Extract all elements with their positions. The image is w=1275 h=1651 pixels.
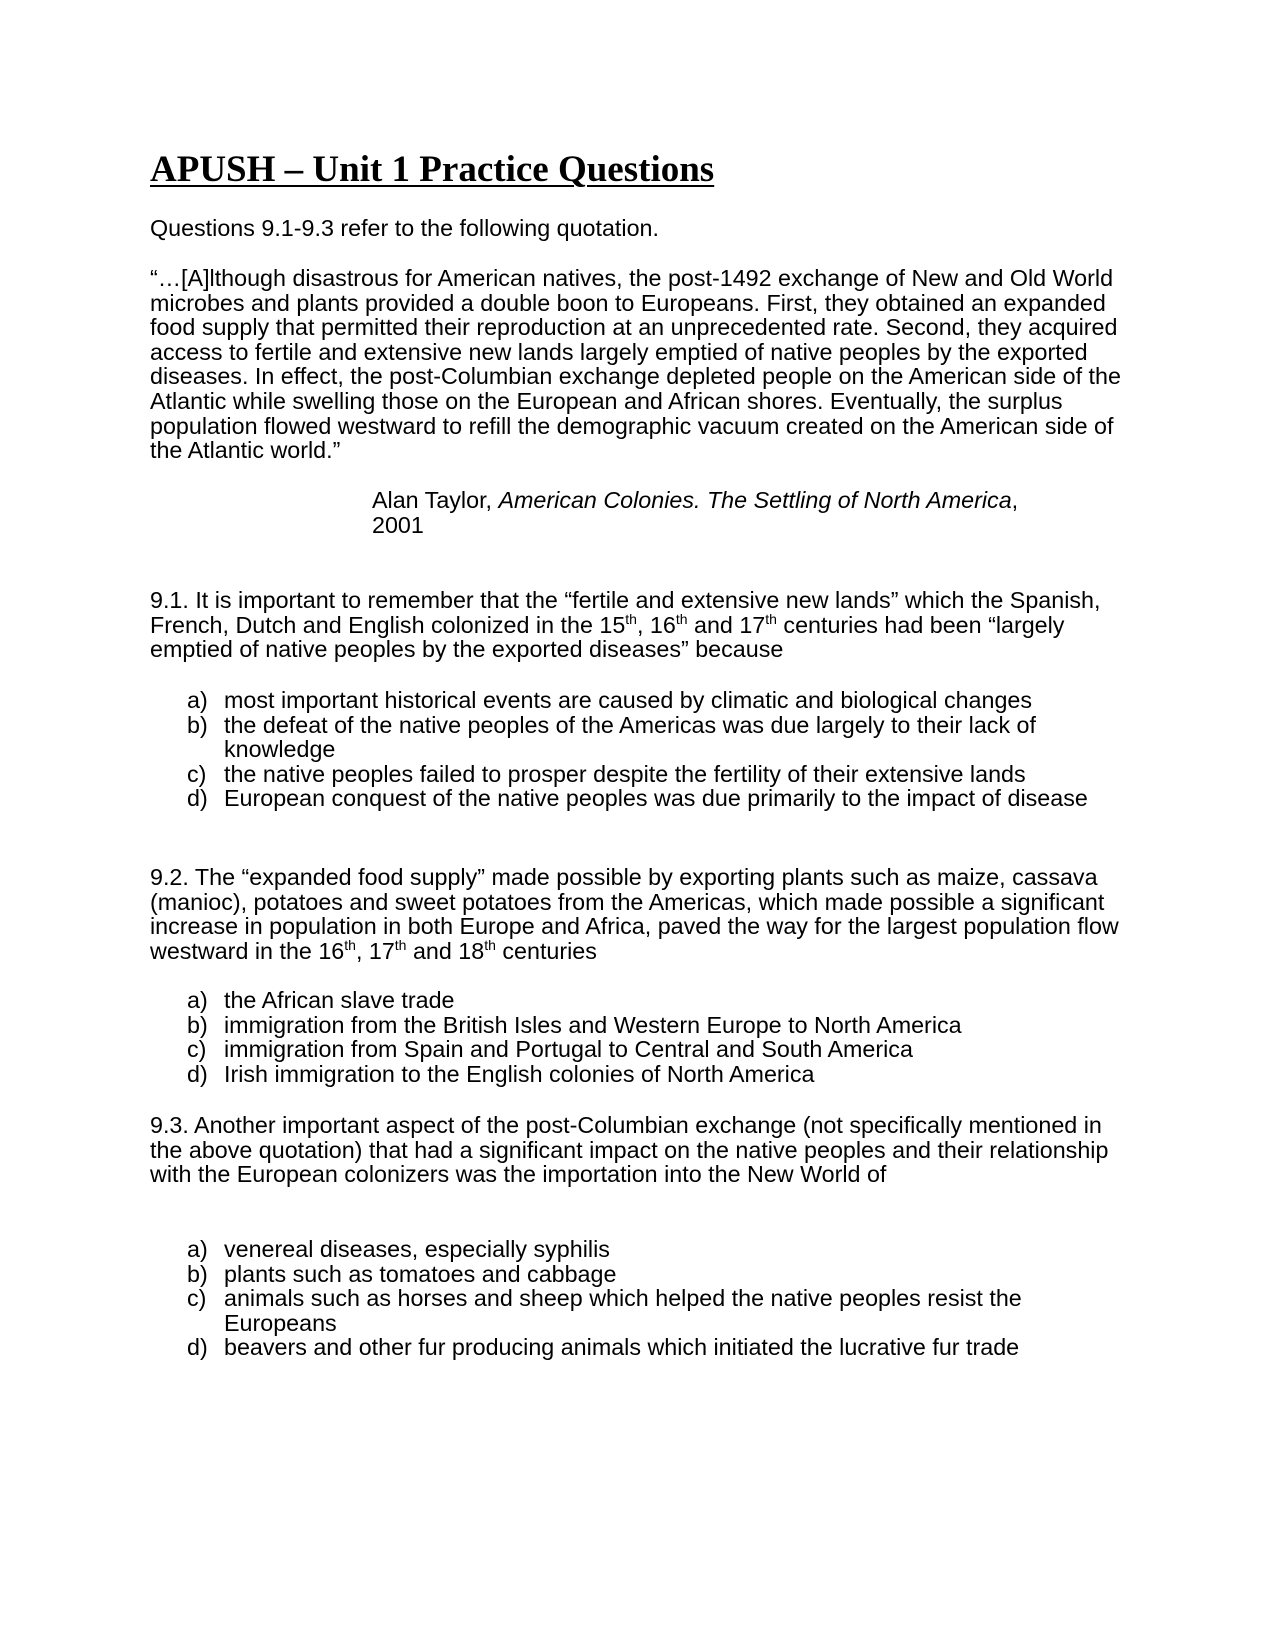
- option-letter: a): [187, 687, 208, 713]
- option-letter: c): [187, 1036, 207, 1063]
- stem-part: , 16: [636, 611, 676, 638]
- option-text: beavers and other fur producing animals which initiated the lucrative fur trade: [224, 1334, 1020, 1361]
- option-text: the African slave trade: [224, 987, 455, 1013]
- citation-year: 2001: [372, 511, 424, 538]
- answer-option: [187, 988, 1137, 1013]
- stem-part: centuries: [495, 937, 597, 964]
- intro-text: Questions 9.1-9.3 refer to the following quotation.: [150, 215, 659, 241]
- stem-part: , 17: [355, 937, 395, 964]
- citation-author: Alan Taylor,: [372, 487, 499, 513]
- option-letter: d): [187, 785, 208, 812]
- option-letter: b): [187, 1011, 208, 1038]
- page-title: APUSH – Unit 1 Practice Questions: [150, 149, 715, 190]
- option-text: immigration from Spain and Portugal to Central and South America: [224, 1036, 913, 1063]
- option-letter: a): [187, 1236, 208, 1262]
- option-letter: b): [187, 1260, 208, 1287]
- ordinal-suffix: th: [675, 610, 688, 627]
- option-letter: d): [187, 1060, 208, 1087]
- ordinal-suffix: th: [394, 936, 407, 953]
- option-letter: c): [187, 1285, 207, 1312]
- answer-option: [187, 1262, 1137, 1287]
- answer-option: [187, 1286, 1137, 1335]
- question-9-3-stem: 9.3. Another important aspect of the post-Columbian exchange (not specifically mentioned in the above quotation) that had a significant impact on the native peoples and their relationship with the European colonizers was the importation into the New World of: [150, 1112, 1109, 1188]
- stem-part: centuries had been “largely emptied of native peoples by the exported diseases” because: [150, 611, 1065, 663]
- option-text: plants such as tomatoes and cabbage: [224, 1260, 617, 1287]
- answer-option: [187, 688, 1137, 713]
- ordinal-suffix: th: [484, 936, 496, 953]
- option-text: the native peoples failed to prosper despite the fertility of their extensive lands: [224, 760, 1026, 787]
- option-text: Irish immigration to the English colonies of North America: [224, 1060, 815, 1087]
- stem-part: and 17: [687, 611, 766, 638]
- stem-part: 9.1. It is important to remember that the “fertile and extensive new lands” which the Spanish, French, Dutch and English colonized in the 15: [150, 587, 1101, 638]
- stem-part: and 18: [406, 937, 485, 964]
- ordinal-suffix: th: [765, 610, 777, 627]
- option-text: animals such as horses and sheep which helped the native peoples resist the Europeans: [224, 1285, 1022, 1336]
- option-letter: d): [187, 1334, 208, 1361]
- answer-option: [187, 1013, 1137, 1038]
- option-text: European conquest of the native peoples was due primarily to the impact of disease: [224, 785, 1088, 812]
- quotation: “…[A]lthough disastrous for American natives, the post-1492 exchange of New and Old World microbes and plants provided a double boon to Europeans. First, they obtained an expanded food supply that permitted their reproduction at an unprecedented rate. Second, they acquired access to fertile and extensive new lands largely emptied of native peoples by the exported diseases. In effect, the post-Columbian exchange depleted people on the American side of the Atlantic while swelling those on the European and African shores. Eventually, the surplus population flowed westward to refill the demographic vacuum created on the American side of the Atlantic world.”: [150, 265, 1121, 464]
- answer-option: [187, 762, 1137, 787]
- option-letter: b): [187, 711, 208, 738]
- citation-work: American Colonies. The Settling of North America: [498, 487, 1012, 513]
- answer-option: [187, 1335, 1137, 1360]
- option-letter: a): [187, 987, 208, 1013]
- option-text: immigration from the British Isles and Western Europe to North America: [224, 1011, 962, 1038]
- answer-option: [187, 1237, 1137, 1262]
- answer-option: [187, 1062, 1137, 1087]
- option-text: most important historical events are caused by climatic and biological changes: [224, 687, 1033, 713]
- question-9-3-options: [187, 1237, 1137, 1360]
- answer-option: [187, 786, 1137, 811]
- stem-part: 9.2. The “expanded food supply” made possible by exporting plants such as maize, cassava (manioc), potatoes and sweet potatoes from the Americas, which made possible a significant increase in population in both Europe and Africa, paved the way for the largest population flow westward in the 16: [150, 864, 1119, 964]
- citation-punct: ,: [1011, 487, 1019, 513]
- answer-option: [187, 1037, 1137, 1062]
- question-9-2-options: [187, 988, 1137, 1086]
- option-letter: c): [187, 760, 207, 787]
- ordinal-suffix: th: [344, 936, 356, 953]
- option-text: the defeat of the native peoples of the Americas was due largely to their lack of knowledge: [224, 711, 1036, 763]
- question-9-1-stem: [150, 588, 1130, 662]
- question-9-2-stem: [150, 865, 1130, 963]
- ordinal-suffix: th: [625, 610, 637, 627]
- citation: [372, 488, 1132, 537]
- question-9-1-options: [187, 688, 1137, 811]
- option-text: venereal diseases, especially syphilis: [224, 1236, 610, 1262]
- answer-option: [187, 713, 1137, 762]
